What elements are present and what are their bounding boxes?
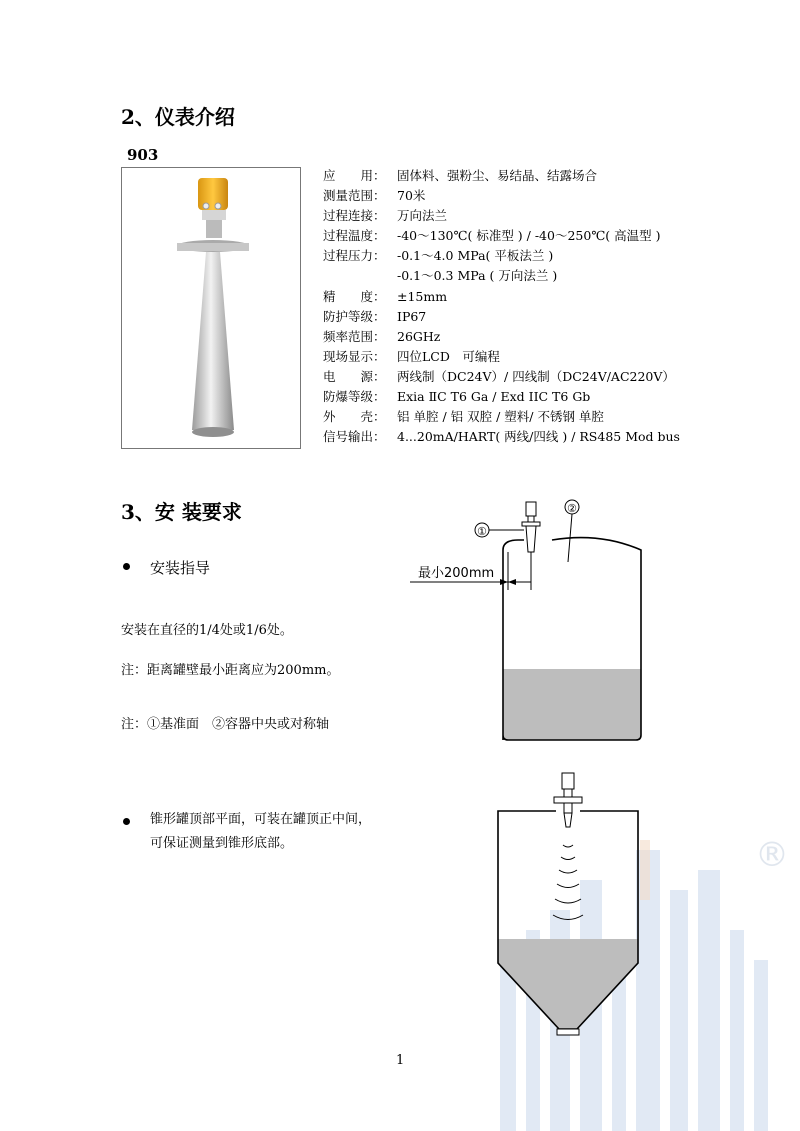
spec-label: 测量范围：: [323, 188, 386, 204]
spec-row: [323, 387, 680, 407]
cone-tank-note: [150, 808, 371, 856]
registered-mark: ®: [755, 835, 789, 875]
spec-value: 铝 单腔 / 铝 双腔 / 塑料/ 不锈钢 单腔: [397, 409, 604, 425]
section3-title: 3、安 装要求: [121, 500, 242, 524]
sensor-head: [526, 502, 536, 516]
spec-value: 两线制（DC24V）/ 四线制（DC24V/AC220V）: [397, 368, 675, 384]
spec-label: 防护等级：: [323, 308, 386, 324]
cone-tank-note-line2: 可保证测量到锥形底部。: [150, 836, 294, 851]
spec-label: 信号输出：: [323, 429, 386, 445]
spec-row: [323, 206, 680, 226]
cone-tank-diagram: [490, 765, 650, 1045]
cone-tank-note-line1: 锥形罐顶部平面，可装在罐顶正中间，: [150, 812, 372, 827]
install-guide-heading: 安装指导: [150, 559, 211, 577]
tank-material-fill: [498, 939, 638, 1029]
spec-value: ±15mm: [397, 288, 448, 304]
marker-1: ①: [477, 525, 487, 538]
radar-wave-icon: [553, 845, 583, 920]
spec-label: 过程连接：: [323, 208, 386, 224]
spec-value: 4...20mA/HART( 两线/四线 ) / RS485 Mod bus: [397, 429, 680, 445]
spec-label: 防爆等级：: [323, 389, 386, 405]
spec-value: -0.1～0.3 MPa ( 万向法兰 ): [397, 268, 558, 284]
sensor-horn: [526, 526, 536, 552]
spec-row: [323, 367, 680, 387]
spec-row: [323, 186, 680, 206]
product-image: [121, 167, 301, 449]
marker-2: ②: [567, 502, 577, 515]
spec-value: 固体料、强粉尘、易结晶、结露场合: [397, 168, 598, 183]
spec-label: 过程压力：: [323, 248, 386, 264]
spec-row: [323, 407, 680, 427]
tank-material-fill: [503, 669, 641, 740]
min-distance-note: 注：距离罐壁最小距离应为200mm。: [121, 663, 340, 678]
sensor-head: [562, 773, 574, 789]
section2-title: 2、仪表介绍: [121, 105, 235, 129]
spec-row: [323, 266, 680, 286]
spec-label: 电 源：: [323, 368, 386, 384]
spec-row: [323, 327, 680, 347]
sensor-horn: [564, 813, 572, 827]
spec-value: -40～130℃( 标准型 ) / -40～250℃( 高温型 ): [397, 228, 661, 244]
spec-label: 外 壳：: [323, 409, 386, 425]
install-position-text: 安装在直径的1/4处或1/6处。: [121, 623, 293, 638]
spec-row: [323, 347, 680, 367]
radar-level-sensor-illustration: [122, 168, 300, 448]
bullet-icon: [123, 563, 130, 570]
page-number: 1: [396, 1053, 405, 1068]
spec-value: -0.1～4.0 MPa( 平板法兰 ): [397, 248, 554, 264]
tank-diagram-offset-install: [400, 490, 660, 750]
spec-row: [323, 166, 680, 186]
spec-label: 精 度：: [323, 288, 386, 304]
spec-row: [323, 427, 680, 447]
model-number: 903: [127, 146, 159, 164]
spec-label: 频率范围：: [323, 328, 386, 344]
outlet: [557, 1029, 579, 1035]
bullet-icon: [123, 818, 130, 825]
spec-row: [323, 226, 680, 246]
spec-value: 万向法兰: [397, 208, 448, 224]
spec-value: 70米: [397, 188, 426, 204]
spec-row: [323, 287, 680, 307]
spec-row: [323, 246, 680, 266]
min-distance-label: 最小200mm: [418, 566, 495, 581]
spec-row: [323, 307, 680, 327]
spec-label: 现场显示：: [323, 348, 386, 364]
spec-value: 26GHz: [397, 328, 441, 344]
spec-value: 四位LCD 可编程: [397, 348, 500, 364]
spec-label: 过程温度：: [323, 228, 386, 244]
spec-label: 应 用：: [323, 168, 386, 183]
spec-label: [323, 266, 393, 286]
spec-list: [323, 166, 680, 447]
spec-value: IP67: [397, 308, 427, 324]
spec-value: Exia ⅡC T6 Ga / Exd IIC T6 Gb: [397, 389, 591, 405]
legend-note: 注：①基准面 ②容器中央或对称轴: [121, 717, 330, 732]
